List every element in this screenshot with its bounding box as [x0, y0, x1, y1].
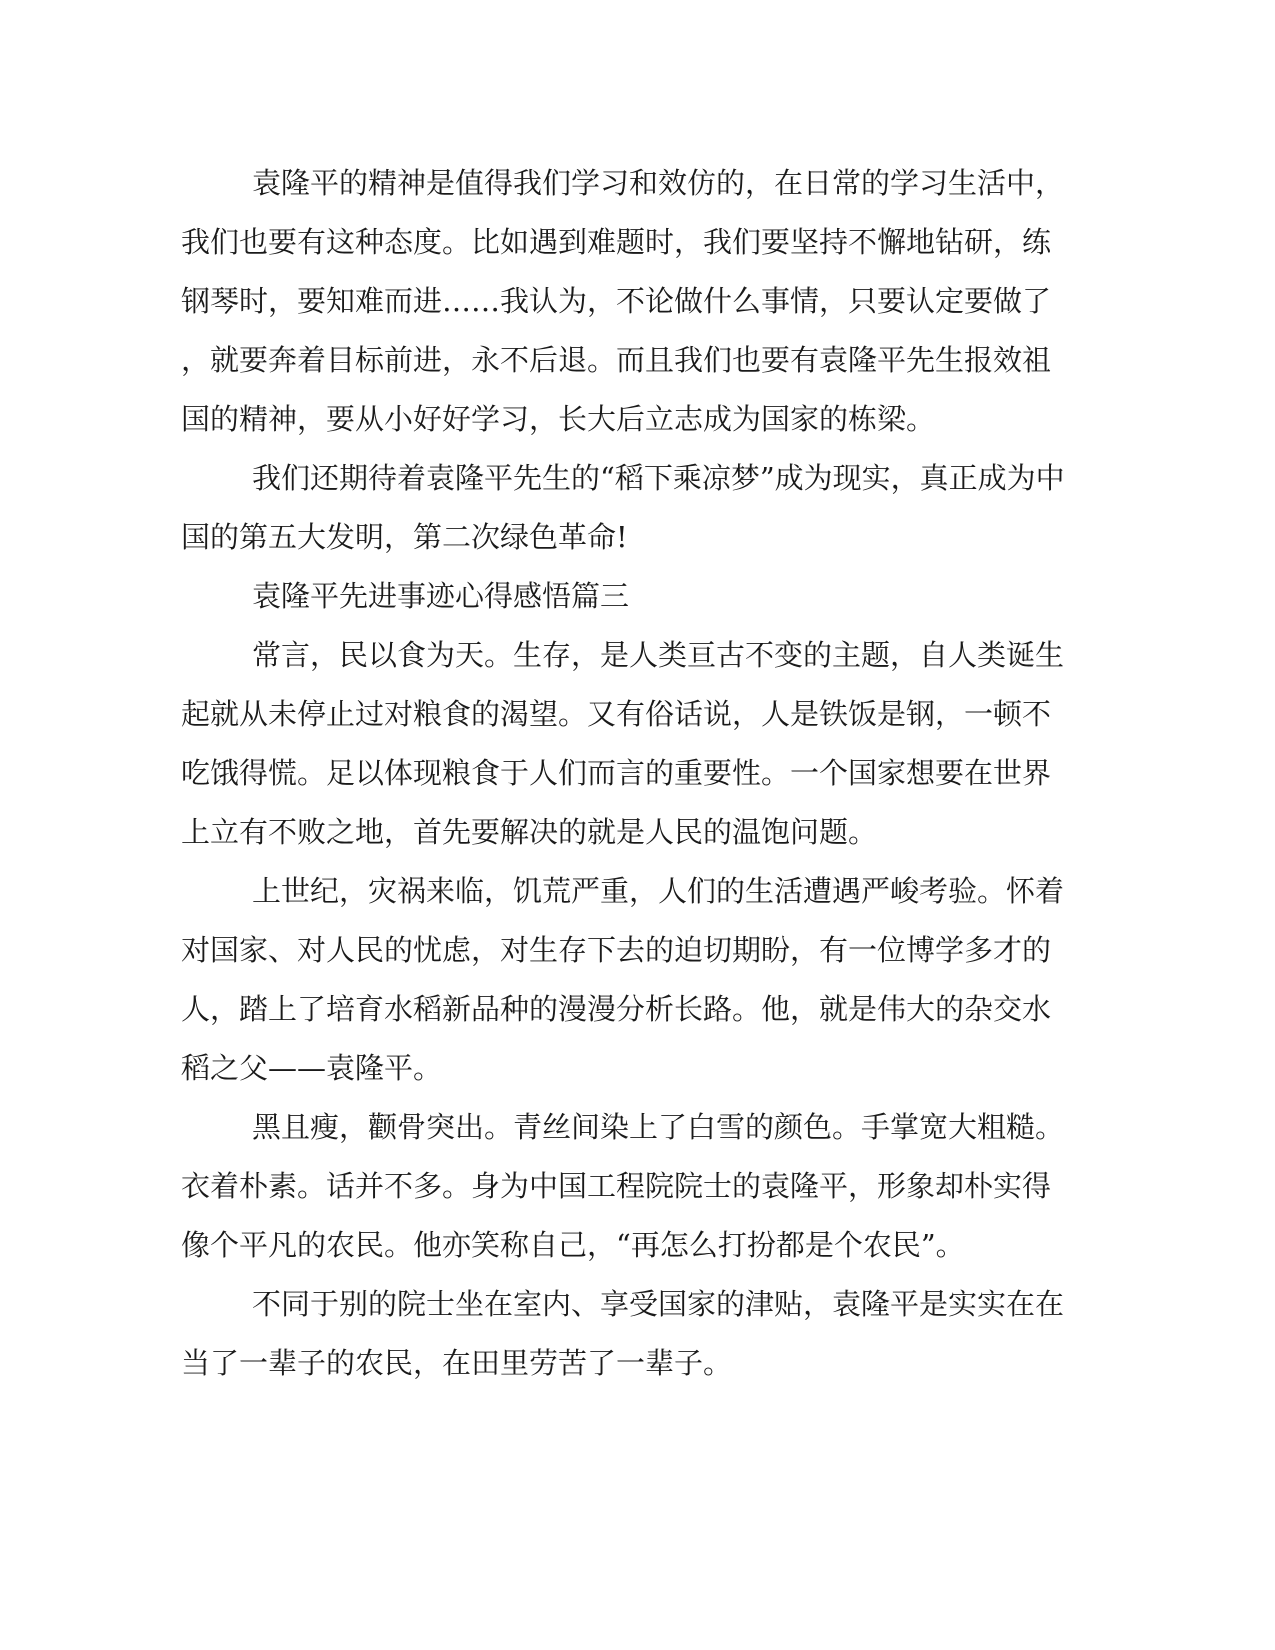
text-line: 黑且瘦，颧骨突出。青丝间染上了白雪的颜色。手掌宽大粗糙。 — [252, 1110, 1065, 1144]
text-line: 像个平凡的农民。他亦笑称自己，“再怎么打扮都是个农民”。 — [181, 1228, 965, 1262]
text-line: 国的精神，要从小好好学习，长大后立志成为国家的栋梁。 — [181, 402, 936, 436]
text-line: 起就从未停止过对粮食的渴望。又有俗话说，人是铁饭是钢，一顿不 — [181, 697, 1052, 731]
section-heading: 袁隆平先进事迹心得感悟篇三 — [252, 579, 630, 613]
text-line: ，就要奔着目标前进，永不后退。而且我们也要有袁隆平先生报效祖 — [181, 343, 1052, 377]
text-line: 常言，民以食为天。生存，是人类亘古不变的主题，自人类诞生 — [252, 638, 1065, 672]
text-line: 上立有不败之地，首先要解决的就是人民的温饱问题。 — [181, 815, 878, 849]
text-line: 对国家、对人民的忧虑，对生存下去的迫切期盼，有一位博学多才的 — [181, 933, 1052, 967]
text-line: 上世纪，灾祸来临，饥荒严重，人们的生活遭遇严峻考验。怀着 — [252, 874, 1065, 908]
text-line: 吃饿得慌。足以体现粮食于人们而言的重要性。一个国家想要在世界 — [181, 756, 1052, 790]
text-line: 衣着朴素。话并不多。身为中国工程院院士的袁隆平，形象却朴实得 — [181, 1169, 1052, 1203]
text-line: 当了一辈子的农民，在田里劳苦了一辈子。 — [181, 1346, 733, 1380]
text-line: 不同于别的院士坐在室内、享受国家的津贴，袁隆平是实实在在 — [252, 1287, 1065, 1321]
text-line: 我们也要有这种态度。比如遇到难题时，我们要坚持不懈地钻研，练 — [181, 225, 1052, 259]
text-line: 人，踏上了培育水稻新品种的漫漫分析长路。他，就是伟大的杂交水 — [181, 992, 1052, 1026]
text-line: 我们还期待着袁隆平先生的“稻下乘凉梦”成为现实，真正成为中 — [252, 461, 1065, 495]
text-line: 稻之父——袁隆平。 — [181, 1051, 443, 1085]
text-line: 袁隆平的精神是值得我们学习和效仿的，在日常的学习生活中， — [252, 166, 1065, 200]
text-line: 钢琴时，要知难而进……我认为，不论做什么事情，只要认定要做了 — [181, 284, 1052, 318]
text-line: 国的第五大发明，第二次绿色革命! — [181, 520, 628, 554]
